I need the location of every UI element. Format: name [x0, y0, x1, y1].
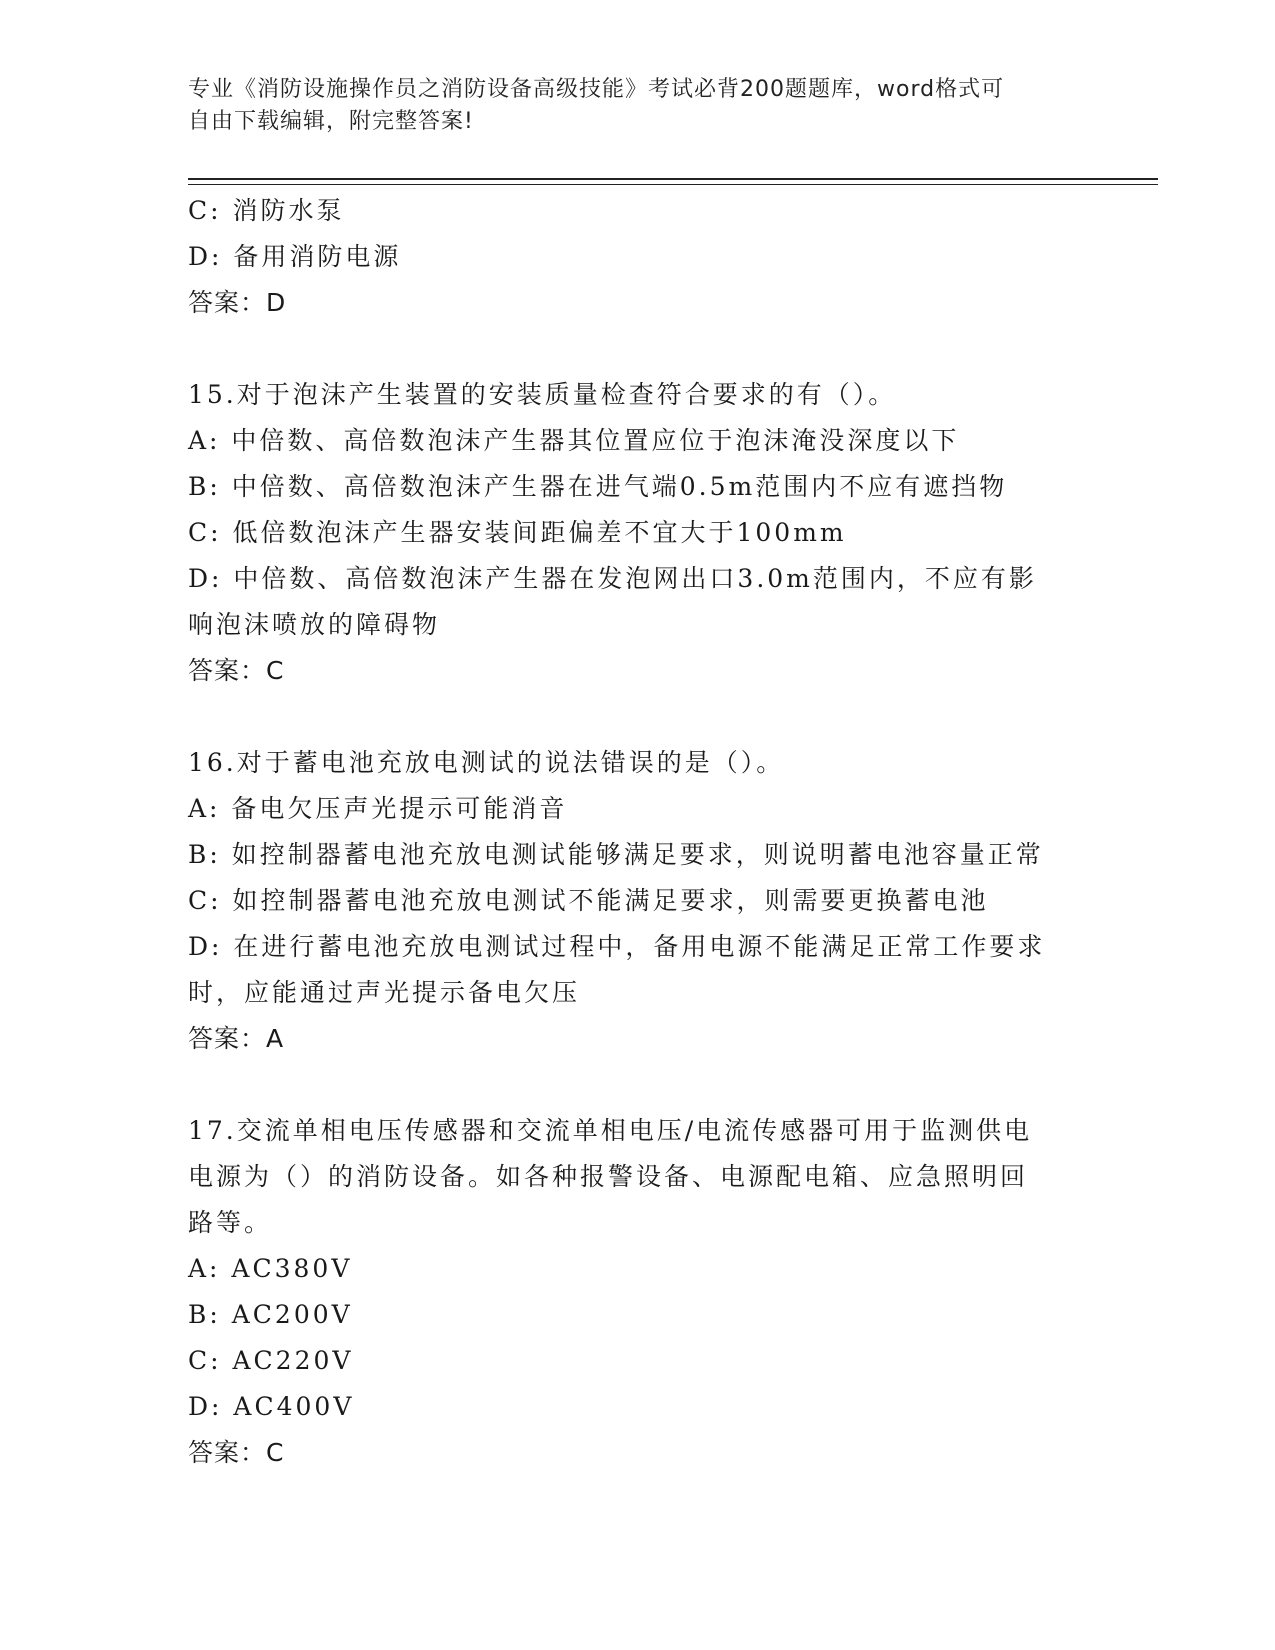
option-line: D: 在进行蓄电池充放电测试过程中，备用电源不能满足正常工作要求 — [188, 932, 1046, 961]
header-rule-thick — [188, 178, 1158, 180]
option-line: B: AC200V — [188, 1300, 353, 1329]
header-rule-thin — [188, 184, 1158, 185]
answer-line: 答案：D — [188, 288, 287, 317]
option-line: A: AC380V — [188, 1254, 353, 1283]
answer-line: 答案：A — [188, 1024, 285, 1053]
option-line-continued: 时，应能通过声光提示备电欠压 — [188, 978, 581, 1007]
answer-line: 答案：C — [188, 1438, 285, 1467]
spacer — [188, 1062, 1088, 1108]
question-16 — [188, 740, 1088, 1062]
question-content — [188, 188, 1088, 1476]
answer-line: 答案：C — [188, 656, 285, 685]
option-letter: D: — [188, 242, 223, 271]
option-line: A: 中倍数、高倍数泡沫产生器其位置应位于泡沫淹没深度以下 — [188, 426, 960, 455]
option-line: B: 如控制器蓄电池充放电测试能够满足要求，则说明蓄电池容量正常 — [188, 840, 1044, 869]
question-stem-continued: 路等。 — [188, 1208, 273, 1237]
option-line: D: 中倍数、高倍数泡沫产生器在发泡网出口3.0m范围内，不应有影 — [188, 564, 1037, 593]
question-17 — [188, 1108, 1088, 1476]
header-line-2: 自由下载编辑，附完整答案! — [188, 109, 474, 134]
option-text: 备用消防电源 — [233, 242, 402, 271]
document-header — [188, 74, 1088, 138]
question-stem-continued: 电源为（）的消防设备。如各种报警设备、电源配电箱、应急照明回 — [188, 1162, 1029, 1191]
option-line: D: AC400V — [188, 1392, 355, 1421]
option-line: A: 备电欠压声光提示可能消音 — [188, 794, 568, 823]
prev-question — [188, 188, 1088, 326]
option-line: C: 低倍数泡沫产生器安装间距偏差不宜大于100mm — [188, 518, 847, 547]
spacer — [188, 694, 1088, 740]
option-line: C: 如控制器蓄电池充放电测试不能满足要求，则需要更换蓄电池 — [188, 886, 989, 915]
question-15 — [188, 372, 1088, 694]
option-line — [188, 234, 1088, 280]
question-stem: 17.交流单相电压传感器和交流单相电压/电流传感器可用于监测供电 — [188, 1116, 1033, 1145]
option-text: 消防水泵 — [232, 196, 345, 225]
option-line: C: AC220V — [188, 1346, 354, 1375]
option-line — [188, 188, 1088, 234]
header-line-1: 专业《消防设施操作员之消防设备高级技能》考试必背200题题库，word格式可 — [188, 77, 1005, 102]
question-stem: 15.对于泡沫产生装置的安装质量检查符合要求的有（）。 — [188, 380, 897, 409]
option-line: B: 中倍数、高倍数泡沫产生器在进气端0.5m范围内不应有遮挡物 — [188, 472, 1008, 501]
option-letter: C: — [188, 196, 222, 225]
question-stem: 16.对于蓄电池充放电测试的说法错误的是（）。 — [188, 748, 785, 777]
option-line-continued: 响泡沫喷放的障碍物 — [188, 610, 441, 639]
spacer — [188, 326, 1088, 372]
